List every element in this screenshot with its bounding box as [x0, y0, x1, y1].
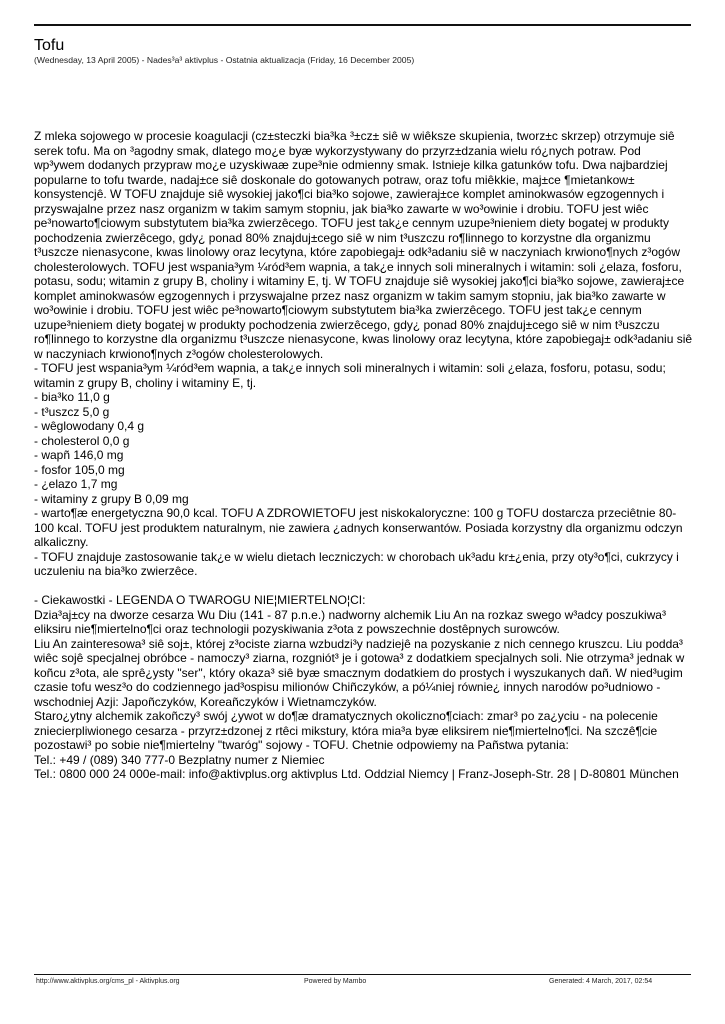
- top-rule: [34, 24, 691, 26]
- article-paragraph: Liu An zainteresowa³ siê soj±, której z³ociste ziarna wzbudzi³y nadziejê na pozyskanie z nich cennego kruszcu. Liu podda³ wiêc sojê specjalnej obróbce - namoczy³ ziarna, rozgniót³ je i gotowa³ z dodatkiem specjalnych soli. Nie otrzyma³ jednak w koñcu z³ota, ale sprê¿ysty "ser", który okaza³ siê byæ smacznym dodatkiem do prostych i wyszukanych dañ. W nied³ugim czasie tofu wesz³o do codziennego jad³ospisu milionów Chiñczyków, a pó¼niej równie¿ innych narodów po³udniowo - wschodniej Azji: Japoñczyków, Koreañczyków i Wietnamczyków.: [34, 636, 685, 709]
- article-paragraph: - t³uszcz 5,0 g: [34, 404, 110, 419]
- article-paragraph: - warto¶æ energetyczna 90,0 kcal. TOFU A ZDROWIETOFU jest niskokaloryczne: 100 g TOFU dostarcza przeciêtnie 80-100 kcal. TOFU jest produktem naturalnym, nie zawiera ¿adnych konserwantów. Posiada korzystny dla organizmu odczyn alkaliczny.: [34, 506, 683, 549]
- article-body: [34, 129, 694, 782]
- article-paragraph: Dzia³aj±cy na dworze cesarza Wu Diu (141 - 87 p.n.e.) nadworny alchemik Liu An na rozkaz swego w³adcy poszukiwa³ eliksiru nie¶miertelno¶ci oraz technologii pozyskiwania z³ota z powszechnie dostêpnych surowców.: [34, 607, 666, 636]
- page-title: Tofu: [34, 37, 65, 54]
- article-paragraph: [34, 579, 694, 594]
- article-paragraph: - ¿elazo 1,7 mg: [34, 477, 118, 491]
- article-paragraph: - witaminy z grupy B 0,09 mg: [34, 491, 189, 506]
- article-paragraph: - wapñ 146,0 mg: [34, 448, 124, 462]
- article-paragraph: Tel.: +49 / (089) 340 777-0 Bezplatny numer z Niemiec: [34, 752, 325, 767]
- bottom-rule: [34, 974, 691, 975]
- article-paragraph: Tel.: 0800 000 24 000e-mail: info@aktivplus.org aktivplus Ltd. Oddzial Niemcy | Franz-Joseph-Str. 28 | D-80801 München: [34, 767, 679, 781]
- article-paragraph: - Ciekawostki - LEGENDA O TWAROGU NIE¦MIERTELNO¦CI:: [34, 593, 366, 607]
- article-paragraph: Z mleka sojowego w procesie koagulacji (cz±steczki bia³ka ³±cz± siê w wiêksze skupienia, tworz±c skrzep) otrzymuje siê serek tofu. Ma on ³agodny smak, dlatego mo¿e byæ wykorzystywany do przyrz±dzania wielu ró¿nych potraw. Pod wp³ywem dodanych przypraw mo¿e uzyskiwaæ zupe³nie odmienny smak. Istnieje kilka gatunków tofu. Dwa najbardziej popularne to tofu twarde, nadaj±ce siê doskonale do gotowanych potraw, oraz tofu miêkkie, maj±ce ¶mietankow± konsystencjê. W TOFU znajduje siê wysokiej jako¶ci bia³ko sojowe, zawieraj±ce komplet aminokwasów egzogennych i przyswajalne przez nasz organizm w takim samym stopniu, jak bia³ko zawarte w wo³owinie i drobiu. TOFU jest wiêc pe³nowarto¶ciowym substytutem bia³ka zwierzêcego. TOFU jest tak¿e cennym uzupe³nieniem diety bogatej w produkty pochodzenia zwierzêcego, gdy¿ ponad 80% znajduj±cego siê w nim t³uszczu ro¶linnego to korzystne dla organizmu t³uszcze nienasycone, kwas linolowy oraz lecytyna, które zapobiegaj± odk³adaniu siê w naczyniach krwiono¶nych z³ogów cholesterolowych. TOFU jest wspania³ym ¼ród³em wapnia, a tak¿e innych soli mineralnych i witamin: soli ¿elaza, fosforu, potasu, sodu; witamin z grupy B, choliny i witaminy E, tj. W TOFU znajduje siê wysokiej jako¶ci bia³ko sojowe, zawieraj±ce komplet aminokwasów egzogennych i przyswajalne przez nasz organizm w takim samym stopniu, jak bia³ko zawarte w wo³owinie i drobiu. TOFU jest wiêc pe³nowarto¶ciowym substytutem bia³ka zwierzêcego. TOFU jest tak¿e cennym uzupe³nieniem diety bogatej w produkty pochodzenia zwierzêcego, gdy¿ ponad 80% znajduj±cego siê w nim t³uszczu ro¶linnego to korzystne dla organizmu t³uszcze nienasycone, kwas linolowy oraz lecytyna, które zapobiegaj± odk³adaniu siê w naczyniach krwiono¶nych z³ogów cholesterolowych.: [34, 129, 693, 361]
- footer-generated: Generated: 4 March, 2017, 02:54: [549, 978, 653, 985]
- article-paragraph: - TOFU znajduje zastosowanie tak¿e w wielu dietach leczniczych: w chorobach uk³adu kr±¿enia, przy oty³o¶ci, cukrzycy i uczuleniu na bia³ko zwierzêce.: [34, 549, 679, 578]
- article-paragraph: - TOFU jest wspania³ym ¼ród³em wapnia, a tak¿e innych soli mineralnych i witamin: soli ¿elaza, fosforu, potasu, sodu; witamin z grupy B, choliny i witaminy E, tj.: [34, 361, 666, 390]
- article-paragraph: Staro¿ytny alchemik zakoñczy³ swój ¿ywot w do¶æ dramatycznych okoliczno¶ciach: zmar³ po za¿yciu - na polecenie zniecierpliwionego cesarza - przyrz±dzonej z rtêci mikstury, która mia³a byæ eliksirem nie¶miertelno¶ci. Na szczê¶cie pozostawi³ po sobie nie¶miertelny "twaróg" sojowy - TOFU. Chetnie odpowiemy na Pañstwa pytania:: [34, 709, 658, 752]
- article-paragraph: - wêglowodany 0,4 g: [34, 419, 145, 433]
- footer-url: http://www.aktivplus.org/cms_pl - Aktivplus.org: [36, 978, 180, 985]
- footer-powered-by: Powered by Mambo: [304, 978, 367, 985]
- article-paragraph: - fosfor 105,0 mg: [34, 462, 125, 477]
- article-meta: (Wednesday, 13 April 2005) - Nades³a³ aktivplus - Ostatnia aktualizacja (Friday, 16 December 2005): [34, 55, 415, 65]
- article-paragraph: - bia³ko 11,0 g: [34, 390, 110, 404]
- article-paragraph: - cholesterol 0,0 g: [34, 433, 130, 448]
